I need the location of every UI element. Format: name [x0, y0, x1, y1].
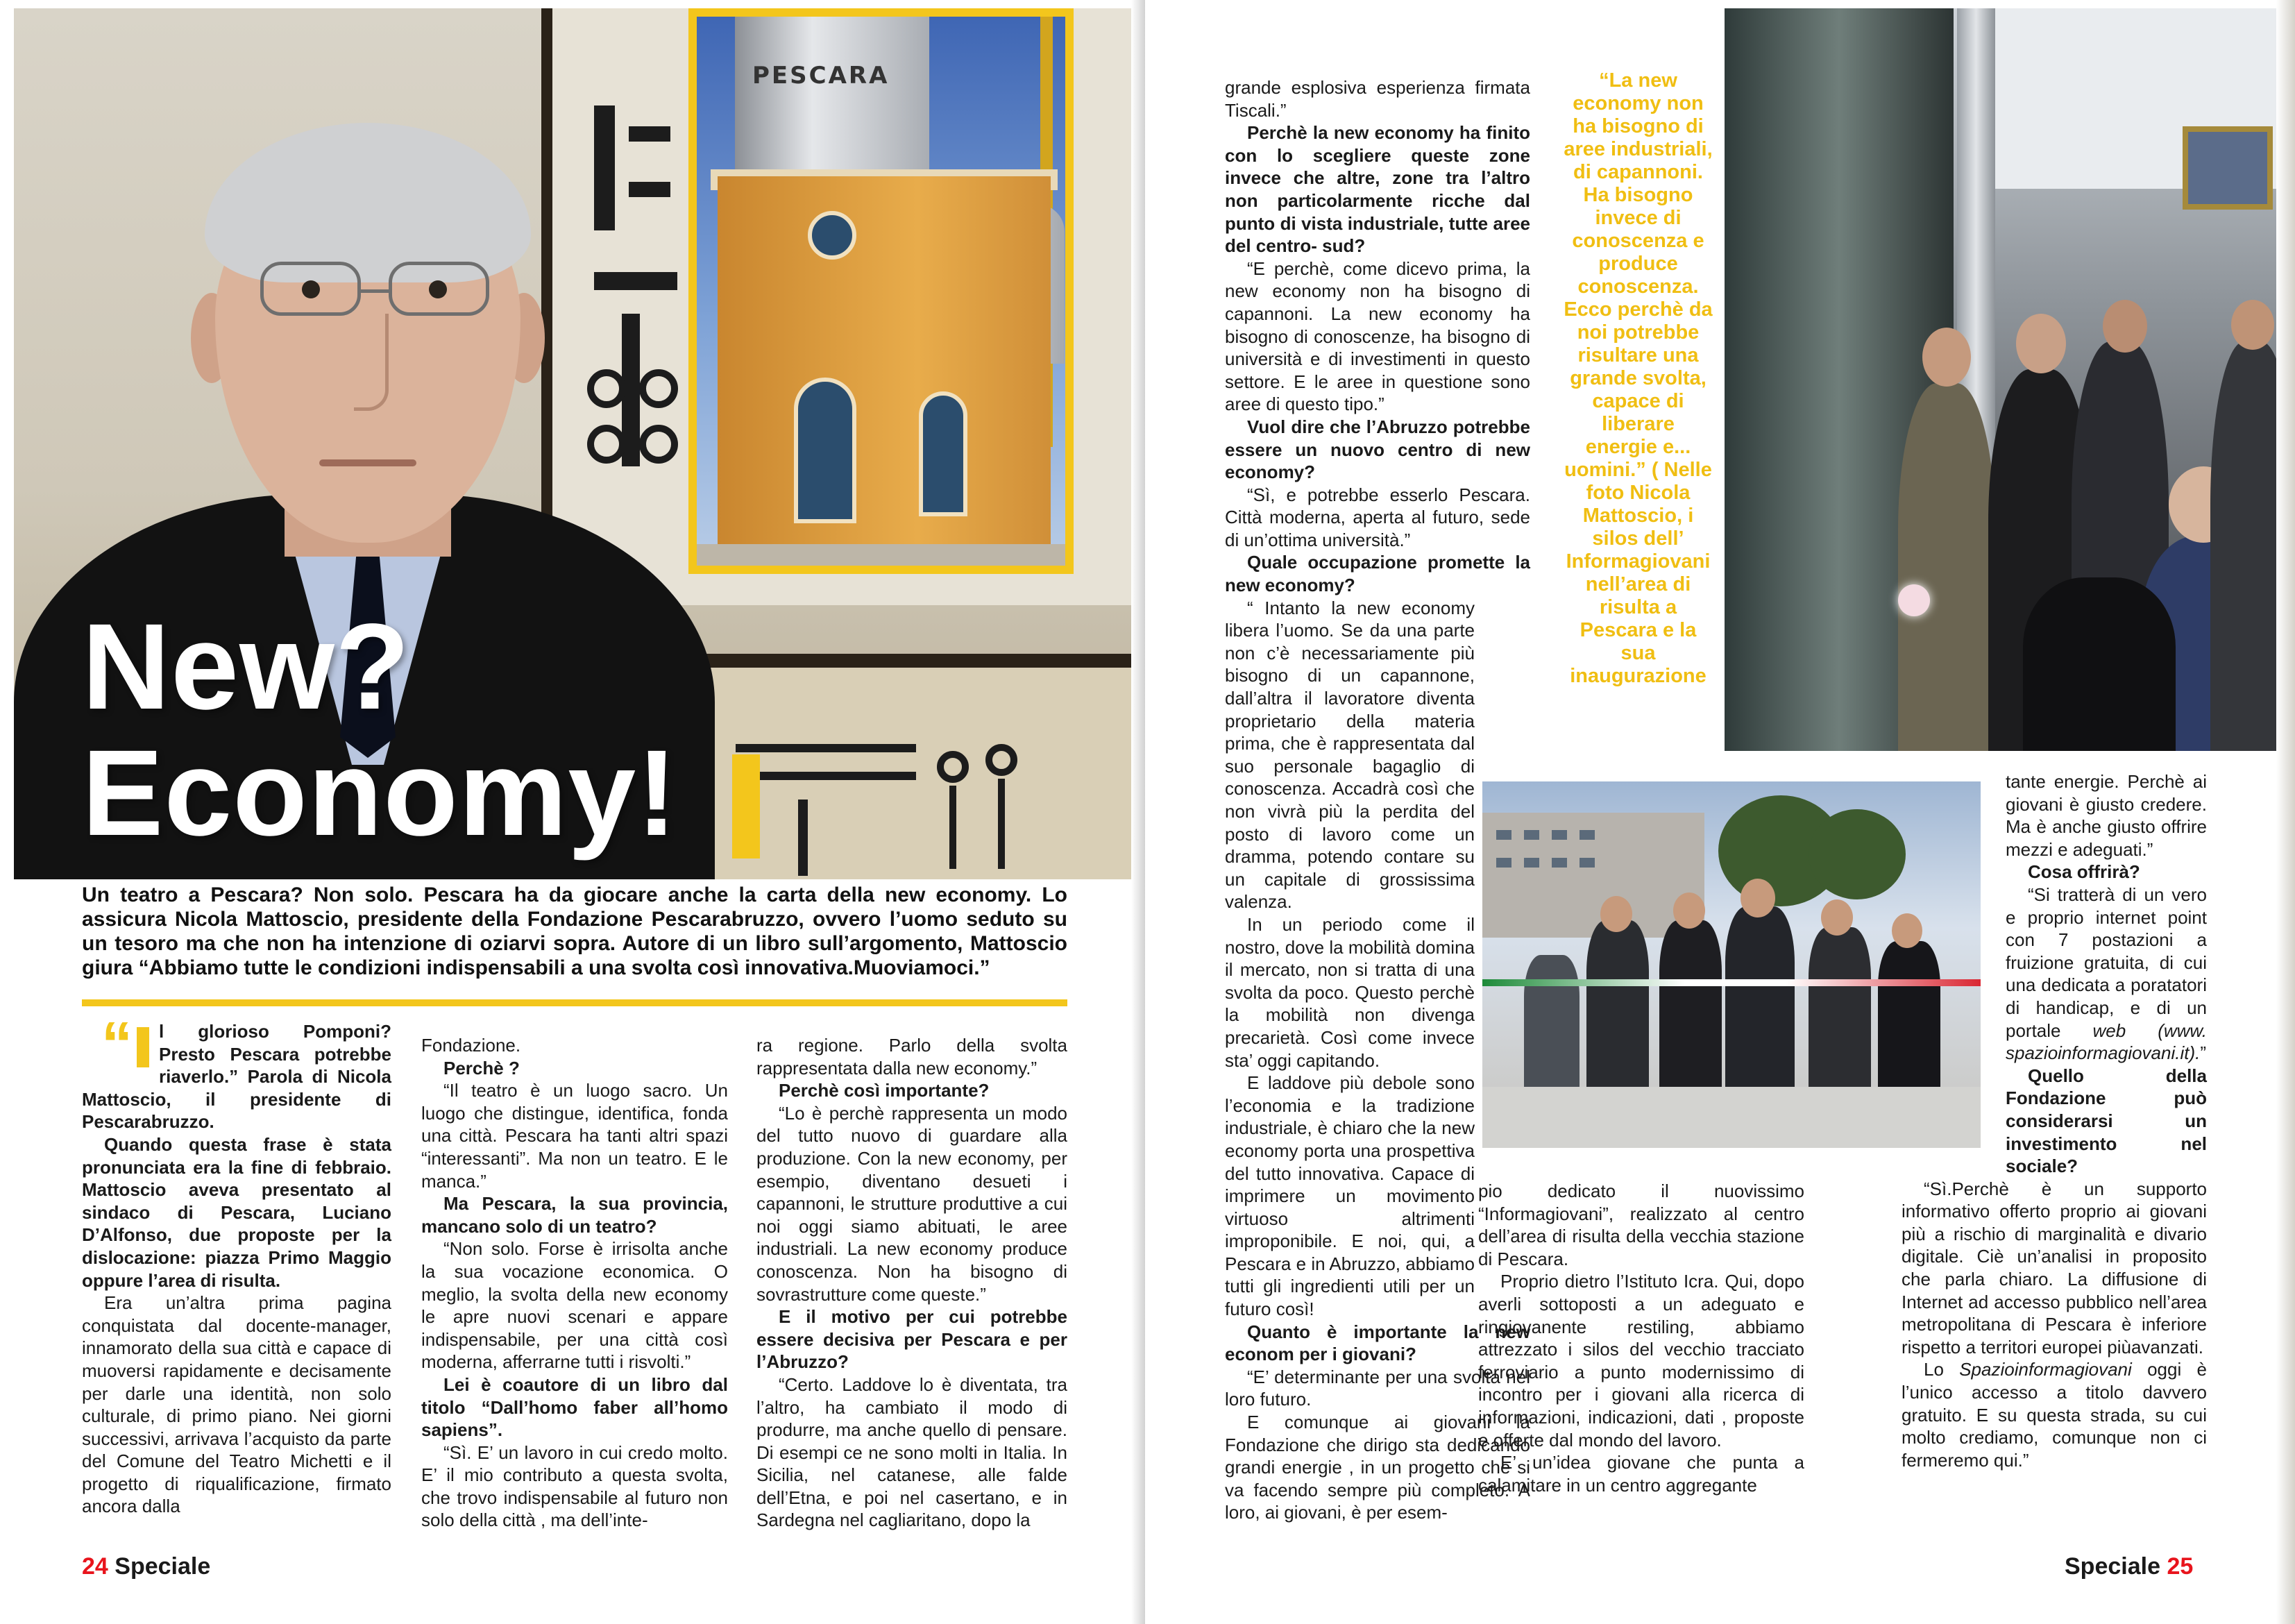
- interview-question: Quanto è importante la new econom per i giovani?: [1225, 1321, 1530, 1365]
- grey-hair: [205, 123, 531, 282]
- right-column-2: [1478, 1180, 1804, 1496]
- left-column-1: [82, 1010, 391, 1518]
- paragraph: Proprio dietro l’Istituto Icra. Qui, dopo averli sottoposti a un adeguato e ringiovanente restiling, abbiamo attrezzato i silos del vecchio tracciato ferroviario a punto modernissimo di incontro per i giovani alla ricerca di informazioni, indicazioni, dati , proposte e offerte dal mondo del lavoro.: [1478, 1271, 1804, 1450]
- headline-accent-bar: [732, 754, 760, 858]
- paragraph: Era un’altra prima pagina conquistata dal docente-manager, innamorato della sua città e capace di muoversi rapidamente e decisamente per darle una identità, non solo culturale, di primo piano. Nei giorni successivi, arrivava l’acquisto da parte del Comune del Teatro Michetti e il progetto di riqualificazione, firmato ancora dalla: [82, 1292, 391, 1517]
- section-label: Speciale: [115, 1553, 211, 1580]
- interview-question: E il motivo per cui potrebbe essere decisiva per Pescara e per l’Abruzzo?: [756, 1306, 1067, 1373]
- inauguration-crowd-photo: [1725, 8, 2295, 751]
- paragraph: tante energie. Perchè ai giovani è giusto credere. Ma è anche giusto offrire mezzi e adeguati.”: [2006, 771, 2207, 860]
- section-label: Speciale: [2065, 1553, 2160, 1580]
- interview-answer: “Certo. Laddove lo è diventata, tra l’altro, ha cambiato il modo di produrre, ma anche quello di pensare. Di esempi ce ne sono molti in Italia. In Sicilia, nel catanese, alle falde dell’Etna, e poi nel casertano, e in Sardegna nel cagliaritano, dopo la: [756, 1373, 1067, 1531]
- left-column-3: [756, 1034, 1067, 1532]
- lead-paragraph: Un teatro a Pescara? Non solo. Pescara ha da giocare anche la carta della new economy. Lo assicura Nicola Mattoscio, presidente della Fondazione Pescarabruzzo, ovvero l’uomo seduto su un tesoro ma che non ha intenzione di oziarvi sopra. Autore di un libro sull’argomento, Mattoscio giura “Abbiamo tutte le condizioni indispensabili a una svolta così innovativa.Muoviamoci.”: [82, 883, 1067, 979]
- wrapped-text: [2006, 770, 2207, 1178]
- interview-answer: “ Intanto la new economy libera l’uomo. Se da una parte non c’è necessariamente più bisogno di un capannone, dall’altra il lavoratore diventa proprietario della materia prima, che è rappresentata dal suo personale bagaglio di conoscenza. Accadrà così che non vivrà più la perdita del posto di lavoro come un dramma, potendo contare su un capitale di grossissima valenza.: [1225, 597, 1475, 913]
- paragraph: grande esplosiva esperienza firmata Tiscali.”: [1225, 77, 1530, 121]
- interview-answer: “Il teatro è un luogo sacro. Un luogo che distingue, identifica, fonda una città. Pescara ha tanti altri spazi “interessanti”. Ma non un teatro. E le manca.”: [421, 1080, 728, 1192]
- interview-question: Perchè ?: [443, 1057, 520, 1079]
- page-edge: [2276, 0, 2295, 1624]
- interview-question: Lei è coautore di un libro dal titolo “Dall’homo faber all’homo sapiens”.: [421, 1373, 728, 1441]
- page-folio-left: [82, 1553, 210, 1580]
- yellow-divider: [82, 999, 1067, 1006]
- left-page: [0, 0, 1145, 1624]
- interview-answer: “Sì, e potrebbe esserlo Pescara. Città moderna, aperta al futuro, sede di un’ottima università.”: [1225, 484, 1530, 550]
- dropcap-bar: [137, 1027, 149, 1067]
- interview-question: Quale occupazione promette la new economy?: [1225, 552, 1530, 596]
- silo-sign-1: PESCARA: [752, 62, 890, 90]
- interview-answer: “Si tratterà di un vero e proprio internet point con 7 postazioni a fruizione gratuita, di cui una dedicata a poratatori di handicap, e di un portale web (www. spazioinformagiovani.it).”: [2006, 883, 2207, 1064]
- pull-quote: “La new economy non ha bisogno di aree industriali, di capannoni. Ha bisogno invece di conoscenza e produce conoscenza. Ecco perchè da noi potrebbe risultare una grande svolta, capace di liberare energie e... uomini.” ( Nelle foto Nicola Mattoscio, i silos dell’ Informagiovani nell’area di risulta a Pescara e la sua inaugurazione: [1564, 69, 1713, 687]
- interview-question: Quello della Fondazione può considerarsi un investimento nel sociale?: [2006, 1065, 2207, 1177]
- paragraph: Quando questa frase è stata pronunciata era la fine di febbraio. Mattoscio aveva presentato al sindaco di Pescara, Luciano D’Alfonso, due proposte per la dislocazione: piazza Primo Maggio oppure l’area di risulta.: [82, 1133, 391, 1291]
- page-number: 24: [82, 1553, 108, 1580]
- interview-answer: “E’ determinante per una svolta nel loro futuro.: [1225, 1366, 1530, 1410]
- headline-line-1: New?: [82, 599, 411, 735]
- wrapped-text: [1225, 597, 1475, 1321]
- paragraph: Fondazione.: [421, 1035, 521, 1056]
- interview-answer: “Sì.Perchè è un supporto informativo offerto proprio ai giovani più a rischio di marginalità e divario digitale. Ciè un’analisi in proposito che parla chiaro. La diffusione di Internet ad accesso pubblico nell’area metropolitana di Pescara è inferiore rispetto a territori europei piùavanzati.: [1902, 1178, 2207, 1357]
- globe-lamp: [1898, 584, 1930, 616]
- paragraph: E laddove più debole sono l’economia e la tradizione industriale, è chiaro che la new economy porta una prospettiva del tutto innovativa. Capace di imprimere un movimento virtuoso altrimenti improponibile. E noi, qui, a Pescara e in Abruzzo, abbiamo tutti gli ingredienti utili per un futuro così!: [1225, 1072, 1475, 1320]
- paragraph: E comunque ai giovani la Fondazione che dirigo sta dedicando grandi energie , in un progetto che si va facendo sempre più completo. A loro, ai giovani, è per esem-: [1225, 1412, 1530, 1523]
- headline: [82, 599, 678, 861]
- right-column-3: [1902, 770, 2207, 1471]
- interview-question: Cosa offrirà?: [2028, 861, 2140, 883]
- intro-paragraph: l glorioso Pomponi? Presto Pescara potrebbe riaverlo.” Parola di Nicola Mattoscio, il presidente di Pescarabruzzo.: [82, 1021, 391, 1133]
- interview-question: Perchè la new economy ha finito con lo scegliere queste zone invece che altre, zone tra l’altro non particolarmente ricche dal punto di vista industriale, tutte aree del centro- sud?: [1225, 122, 1530, 257]
- paragraph: ra regione. Parlo della svolta rappresentata dalla new economy.”: [756, 1035, 1067, 1079]
- interview-answer: “Lo è perchè rappresenta un modo del tutto nuovo di guardare alla produzione. Con la new economy, per esempio, diventano desueti i capannoni, le strutture produttive a cui noi oggi siamo abituati, le aree industriali. La new economy produce conoscenza. Non ha bisogno di sovrastrutture come queste.”: [756, 1102, 1067, 1305]
- page-folio-right: [2065, 1553, 2193, 1580]
- opening-quote-mark: “: [101, 1010, 133, 1079]
- interview-question: Ma Pescara, la sua provincia, mancano solo di un teatro?: [421, 1193, 728, 1237]
- paragraph: In un periodo come il nostro, dove la mobilità domina il mercato, non si tratta di una svolta da poco. Questo perchè la mobilità non divenga precarietà. Così come invece sta’ oggi capitando.: [1225, 913, 1475, 1071]
- headline-line-2: Economy!: [82, 725, 678, 861]
- paragraph: E’ un’idea giovane che punta a calamitare in un centro aggregante: [1478, 1452, 1804, 1496]
- interview-answer: “Sì. E’ un lavoro in cui credo molto. E’ il mio contributo a questa svolta, che trovo indispensabile al futuro non solo della città , ma dell’inte-: [421, 1441, 728, 1531]
- wall-painting: [2183, 126, 2273, 210]
- interview-answer: “Non solo. Forse è irrisolta anche la sua vocazione economica. O meglio, la svolta della new economy le apre nuovi scenari e appare indispensabile, per una città così moderna, afferrarne tutti i risvolti.”: [421, 1238, 728, 1373]
- silos-photo: [688, 8, 1074, 574]
- interview-question: Perchè così importante?: [779, 1080, 990, 1101]
- paragraph: Lo Spazioinformagiovani oggi è l’unico accesso a titolo davvero gratuito. E su questa strada, su cui molto crediamo, comunque non ci fermeremo qui.”: [1902, 1359, 2207, 1471]
- interview-question: Vuol dire che l’Abruzzo potrebbe essere un nuovo centro di new economy?: [1225, 416, 1530, 483]
- paragraph: pio dedicato il nuovissimo “Informagiovani”, realizzato al centro dell’area di risulta della vecchia stazione di Pescara.: [1478, 1181, 1804, 1269]
- page-number: 25: [2167, 1553, 2194, 1580]
- station-building: [718, 176, 1051, 565]
- left-column-2: [421, 1034, 728, 1532]
- interview-answer: “E perchè, come dicevo prima, la new economy non ha bisogno di capannoni. La new economy ha bisogno di conoscenze, ha bisogno di università e di investimenti in questo settore. E le aree in questione sono aree di questo tipo.”: [1225, 257, 1530, 415]
- silo-tower-1: [735, 17, 929, 176]
